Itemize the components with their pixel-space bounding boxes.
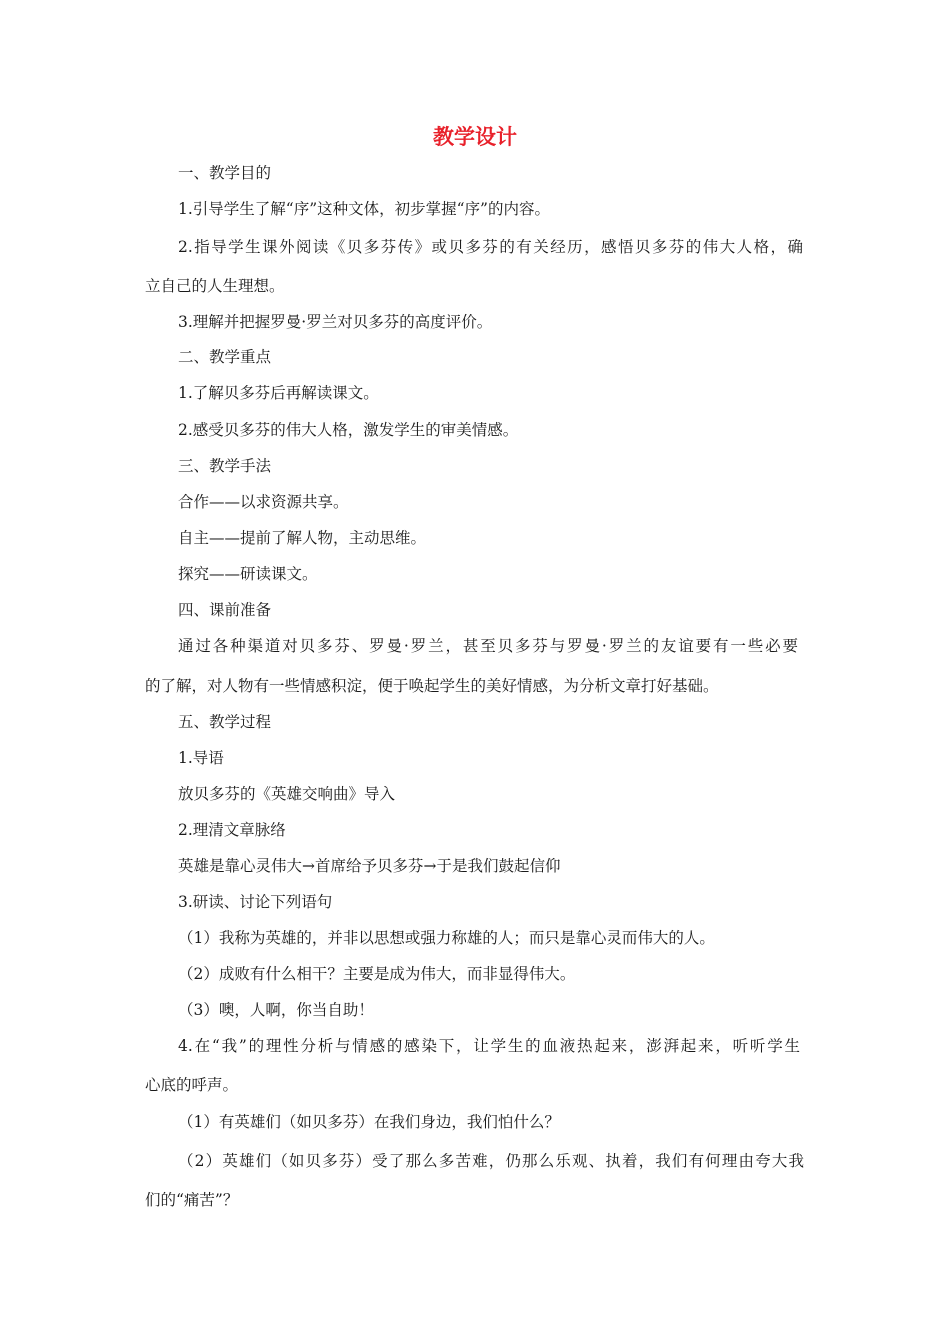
paragraph-line: 放贝多芬的《英雄交响曲》导入 <box>178 785 396 803</box>
paragraph-line: 3.研读、讨论下列语句 <box>178 893 333 911</box>
page-title: 教学设计 <box>433 125 517 149</box>
section-heading-preparation: 四、课前准备 <box>178 601 272 619</box>
quote-line: （2）成败有什么相干？主要是成为伟大，而非显得伟大。 <box>178 965 576 983</box>
section-heading-key-points: 二、教学重点 <box>178 348 272 366</box>
paragraph-line: 1.导语 <box>178 749 224 767</box>
paragraph-line: 英雄是靠心灵伟大→首席给予贝多芬→于是我们鼓起信仰 <box>178 857 561 875</box>
paragraph-line: 1.了解贝多芬后再解读课文。 <box>178 384 379 402</box>
quote-line: （1）我称为英雄的，并非以思想或强力称雄的人；而只是靠心灵而伟大的人。 <box>178 929 715 947</box>
section-heading-process: 五、教学过程 <box>178 713 272 731</box>
question-line: （1）有英雄们（如贝多芬）在我们身边，我们怕什么？ <box>178 1113 560 1131</box>
paragraph-line: 2.感受贝多芬的伟大人格，激发学生的审美情感。 <box>178 421 519 439</box>
paragraph-line: 立自己的人生理想。 <box>145 277 285 295</box>
paragraph-line: 的了解，对人物有一些情感积淀，便于唤起学生的美好情感，为分析文章打好基础。 <box>145 677 719 695</box>
section-heading-objectives: 一、教学目的 <box>178 164 272 182</box>
paragraph-line: 2.理清文章脉络 <box>178 821 286 839</box>
question-line: （2）英雄们（如贝多芬）受了那么多苦难，仍那么乐观、执着，我们有何理由夸大我 <box>178 1152 804 1170</box>
paragraph-line: 1.引导学生了解“序”这种文体，初步掌握“序”的内容。 <box>178 200 550 218</box>
question-line: 们的“痛苦”？ <box>145 1191 239 1209</box>
paragraph-line: 合作——以求资源共享。 <box>178 493 349 511</box>
paragraph-line: 4.在“我”的理性分析与情感的感染下，让学生的血液热起来，澎湃起来，听听学生 <box>178 1037 800 1055</box>
paragraph-line: 3.理解并把握罗曼·罗兰对贝多芬的高度评价。 <box>178 313 493 331</box>
section-heading-methods: 三、教学手法 <box>178 457 272 475</box>
paragraph-line: 自主——提前了解人物，主动思维。 <box>178 529 427 547</box>
paragraph-line: 通过各种渠道对贝多芬、罗曼·罗兰，甚至贝多芬与罗曼·罗兰的友谊要有一些必要 <box>178 637 798 655</box>
paragraph-line: 心底的呼声。 <box>145 1076 239 1094</box>
quote-line: （3）噢，人啊，你当自助！ <box>178 1001 374 1019</box>
paragraph-line: 2.指导学生课外阅读《贝多芬传》或贝多芬的有关经历，感悟贝多芬的伟大人格，确 <box>178 238 803 256</box>
paragraph-line: 探究——研读课文。 <box>178 565 318 583</box>
